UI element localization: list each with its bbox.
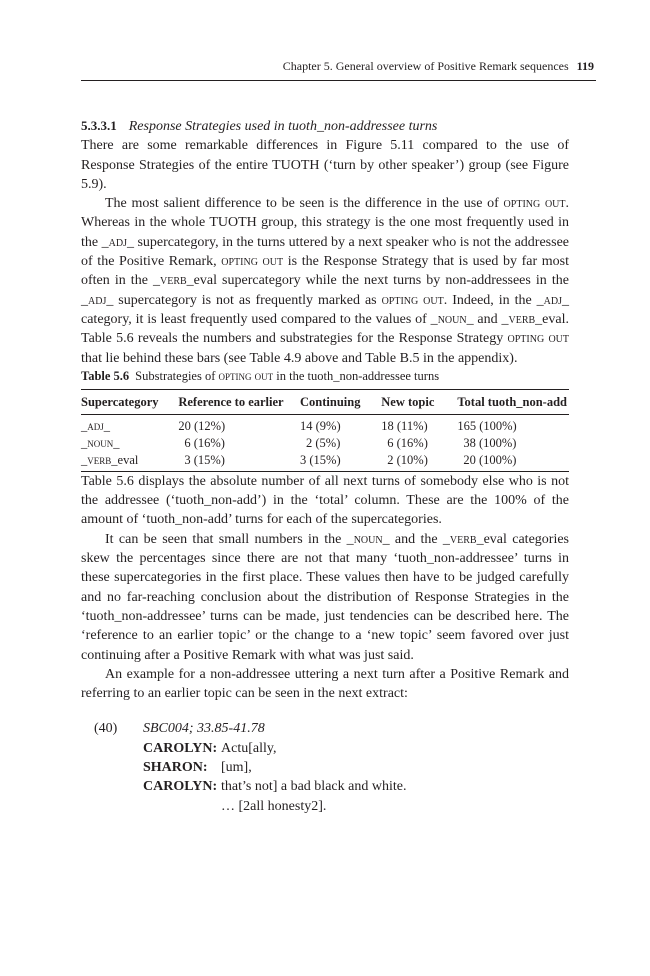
text-run: _eval. Table 5.6 reveals the numbers and substrategies for the Response Strategy	[81, 311, 569, 347]
section-title: Response Strategies used in tuoth_non-addressee turns	[128, 119, 438, 134]
paragraph-4	[81, 530, 569, 665]
table-row	[81, 435, 569, 452]
transcript-line	[81, 758, 406, 777]
table-row	[81, 452, 569, 472]
paragraph-3: Table 5.6 displays the absolute number of all next turns of somebody else who is not the addressee (‘tuoth_non-add’) in the ‘total’ column. These are the 100% of the amount of ‘tuoth_non-add’ turns for each of the supercategories.	[81, 473, 569, 528]
example-number: (40)	[94, 721, 118, 737]
text-run: is the Response Strategy that is used by far most often in the _	[81, 254, 569, 289]
table-header-row	[81, 389, 569, 414]
table-row	[81, 414, 569, 435]
running-title: Chapter 5. General overview of Positive Remark sequences	[282, 59, 569, 73]
text-run: that lie behind these bars (see Table 4.9 above and Table B.5 in the appendix).	[81, 350, 518, 366]
text-run: _ and the _	[382, 531, 450, 547]
text-run: _eval categories skew the percentages since there are not that many ‘tuoth_non-addressee’ turns in these supercategories in the first place. These values then have to be judged carefully and no far-reaching conclusion about the distribution of Response Strategies in the ‘tuoth_non-addressee’ turns can be made, just tendencies can be described here. The ‘reference to an earlier topic’ or the change to a ‘new topic’ seem favored over just continuing after a Positive Remark with what was just said.	[81, 531, 569, 663]
paragraph-1: There are some remarkable differences in Figure 5.11 compared to the use of Response Strategies of the entire TUOTH (‘turn by other speaker’) group (see Figure 5.9).	[81, 138, 569, 192]
transcript-line	[81, 777, 406, 796]
table-cell: 18 (11%)	[381, 418, 428, 433]
table-cell: 6 (16%)	[184, 435, 225, 450]
speaker-label: CAROLYN:	[143, 779, 218, 795]
small-caps-term: opting out	[503, 196, 566, 212]
table-cell: 2 (10%)	[381, 452, 457, 472]
spacer	[81, 739, 143, 758]
text-run: _	[81, 418, 88, 433]
small-caps-term: noun	[353, 531, 383, 547]
text-run: _	[81, 435, 88, 450]
small-caps-term: noun	[437, 311, 467, 327]
small-caps-term: opting out	[218, 368, 274, 383]
small-caps-term: verb	[87, 452, 112, 467]
substrategies-table	[81, 389, 569, 472]
text-run: . Indeed, in the _	[443, 292, 544, 308]
text-run: The most salient difference to be seen is the difference in the use of	[105, 196, 504, 212]
spacer	[81, 777, 143, 796]
running-header	[81, 58, 594, 74]
column-header: Supercategory	[81, 389, 178, 414]
text-run: in the tuoth_non-addressee turns	[273, 368, 440, 383]
small-caps-term: verb	[449, 531, 477, 547]
text-run: Substrategies of	[135, 368, 219, 383]
speaker-label	[143, 797, 221, 816]
small-caps-term: verb	[159, 273, 187, 289]
page-number: 119	[576, 59, 594, 73]
utterance: Actu[ally,	[221, 740, 277, 756]
small-caps-term: verb	[508, 311, 536, 327]
table-cell: 38 (100%)	[463, 435, 517, 450]
text-run: _ supercategory is not as frequently marked as	[106, 292, 382, 308]
page-body	[81, 116, 569, 816]
column-header: New topic	[381, 389, 457, 414]
spacer	[81, 797, 143, 816]
table-label: Table 5.6	[81, 368, 130, 383]
small-caps-term: noun	[87, 435, 114, 450]
table-cell: 3 (15%)	[300, 452, 381, 472]
small-caps-term: adj	[87, 418, 104, 433]
paragraph-2	[81, 194, 569, 368]
example-extract	[81, 719, 569, 815]
table-cell: 20 (100%)	[457, 452, 569, 472]
table-cell: 165 (100%)	[457, 418, 517, 433]
table-cell: 6 (16%)	[387, 435, 428, 450]
example-header-row	[81, 719, 406, 738]
table-cell	[81, 452, 178, 472]
paragraph-5: An example for a non-addressee uttering a next turn after a Positive Remark and referring to an earlier topic can be seen in the next extract:	[81, 666, 569, 702]
text-run: _ category, it is least frequently used compared to the values of _	[81, 292, 569, 327]
section-number: 5.3.3.1	[81, 118, 117, 133]
table-caption	[81, 368, 569, 384]
text-run: _	[81, 452, 88, 467]
section-heading	[81, 116, 569, 136]
text-run: . Whereas in the whole TUOTH group, this strategy is the one most frequently used in the _	[81, 196, 570, 250]
table-cell: 20 (12%)	[178, 418, 226, 433]
column-header: Reference to earlier	[178, 389, 300, 414]
text-run: _ supercategory, in the turns uttered by a next speaker who is not the addressee of the Positive Remark,	[81, 234, 569, 270]
utterance: [um],	[221, 760, 252, 776]
text-run: _eval supercategory while the next turns by non-addressees in the _	[81, 273, 569, 308]
small-caps-term: adj	[108, 234, 127, 250]
table-cell: 14 (9%)	[300, 418, 341, 433]
utterance: … [2all honesty2].	[221, 798, 327, 814]
text-run: It can be seen that small numbers in the _	[105, 531, 354, 547]
small-caps-term: adj	[88, 292, 107, 308]
text-run: _ and _	[466, 311, 509, 327]
speaker-label: SHARON:	[143, 760, 208, 776]
table-cell: 3 (15%)	[178, 452, 300, 472]
text-run: _eval	[111, 452, 139, 467]
header-rule	[81, 80, 596, 81]
example-reference: SBC004; 33.85-41.78	[143, 721, 265, 737]
utterance: that’s not] a bad black and white.	[221, 779, 407, 795]
text-run: _	[113, 435, 120, 450]
table-cell	[81, 414, 178, 435]
small-caps-term: opting out	[507, 331, 569, 347]
speaker-label: CAROLYN:	[143, 740, 218, 756]
transcript-line	[81, 797, 406, 816]
example-transcript	[81, 719, 406, 815]
text-run: _	[103, 418, 111, 433]
transcript-line	[81, 739, 406, 758]
table-cell	[81, 435, 178, 452]
column-header: Continuing	[300, 389, 381, 414]
small-caps-term: opting out	[381, 292, 444, 308]
spacer	[81, 758, 143, 777]
table-cell: 2 (5%)	[306, 435, 341, 450]
small-caps-term: opting out	[221, 254, 284, 270]
small-caps-term: adj	[543, 292, 562, 308]
column-header: Total tuoth_non-add	[457, 389, 569, 414]
